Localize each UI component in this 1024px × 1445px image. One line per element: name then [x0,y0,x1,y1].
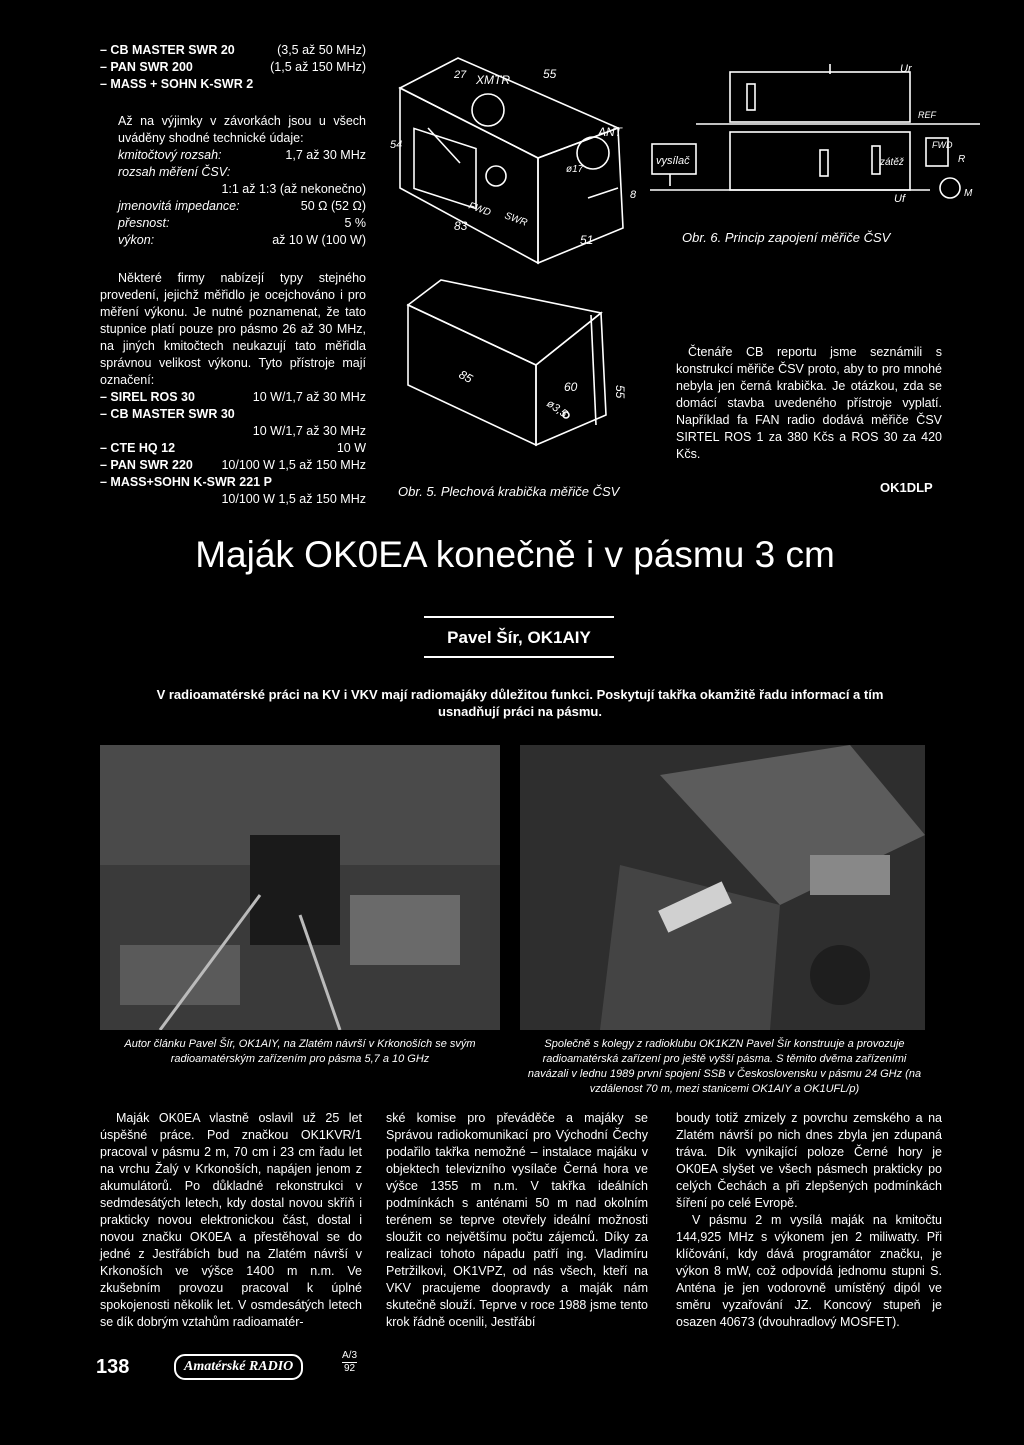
label-xmtr: XMTR [476,73,510,87]
issue-number: A/3 92 [342,1350,358,1374]
model-line: – CB MASTER SWR 20 (3,5 až 50 MHz) [100,43,366,57]
left-spec-block [100,42,366,249]
paragraph: V pásmu 2 m vysílá maják na kmitočtu 144,925 MHz s výkonem jen 2 miliwatty. Při klíčování, kdy dává programátor značku, je výkon 8 mW, což odpovídá jednomu stupni S. Anténa je jen vodorovně umístěný dipól ve směru vyzařování JZ. Koncový stupeň je osazen 40673 (dvouhradlový MOSFET). [676,1213,942,1329]
label-fwd: FWD [466,200,493,219]
meter-box-drawing [388,48,650,270]
label-vysilac: vysílač [656,155,690,167]
model-line: – PAN SWR 220 10/100 W 1,5 až 150 MHz [100,458,366,472]
dim-60: 60 [564,380,578,394]
fig5-caption: Obr. 5. Plechová krabička měřiče ČSV [398,484,620,499]
spec-row: rozsah měření ČSV: [118,165,231,179]
magazine-name: Amatérské RADIO [184,1359,294,1374]
dim-55: 55 [543,67,557,81]
spec-row: jmenovitá impedance: 50 Ω (52 Ω) [118,199,366,213]
photo-caption-left: Autor článku Pavel Šír, OK1AIY, na Zlatém návrší v Krkonoších se svým radioamatérským zařízením pro pásma 5,7 a 10 GHz [124,1038,476,1065]
photo-left-graphic [100,745,500,1030]
label-m: M [964,188,973,199]
left-lower-block [100,270,366,508]
dim-54: 54 [390,139,403,151]
model-line: 10/100 W 1,5 až 150 MHz [221,492,366,506]
body-column-2: ské komise pro převáděče a majáky se Správou radiokomunikací pro Východní Čechy podařilo takřka nemožné – instalace majáku v objektech televizního vysílače Černá hora ve výšce 1355 m n.m. V takřka ideálních podmínkách s anténami 50 m nad okolním terénem se teprve otevřely ideální možnosti sloužit co největšímu počtu zájemců. Díky za realizaci tohoto nápadu patří ing. Vladimíru Petržilkovi, OK1VPZ, od nás všech, kteří na VKV pracujeme doopravdy a maják nám skutečně slouží. Teprve v roce 1988 jsme tento krok řádně ocenili, Jestřábí [386,1111,648,1329]
model-line: – CB MASTER SWR 30 [100,407,235,421]
dim-8: 8 [630,189,637,201]
spec-intro: Až na výjimky v závorkách jsou u všech uváděny shodné technické údaje: [118,114,366,145]
note-signature: OK1DLP [880,480,933,495]
reader-note: Čtenáře CB reportu jsme seznámili s konstrukcí měřiče ČSV proto, aby to pro mnohé nebyla jen černá krabička. Je otázkou, zda se domácí stavba uvedeného přístroje vyplatí. Například fa FAN radio dodává měřiče ČSV SIRTEL ROS 1 za 380 Kčs a ROS 30 za 420 Kčs. [676,345,942,461]
article-title: Maják OK0EA konečně i v pásmu 3 cm [195,534,835,575]
dim-85: 85 [456,367,475,386]
model-line: – PAN SWR 200 (1,5 až 150 MHz) [100,60,366,74]
body-column-1: Maják OK0EA vlastně oslavil už 25 let úspěšné práce. Pod značkou OK1KVR/1 pracoval v pásmu 2 m, 70 cm i 23 cm řadu let na vrchu Žalý v Krkonoších, napájen jenom z akumulátorů. Po důkladné rekonstrukci v sedmdesátých letech, kdy dostal novou skříň i prakticky novou elektronickou část, dostal i novou značku OK0EA a přestěhoval se do jedné z Jestřábích bud na Zlatém návrší v Krkonoších ve výšce 1400 m n.m. Ve zkušebním provozu pracoval k úplné spokojenosti několik let. V osmdesátých letech se dík dobrým vztahům radioamatér- [100,1111,362,1329]
label-swr: SWR [502,210,529,229]
article-author: Pavel Šír, OK1AIY [447,628,591,647]
dim-17: ø17 [566,164,584,175]
photo-right-graphic [520,745,925,1030]
paragraph: Některé firmy nabízejí typy stejného provedení, jejichž měřidlo je ocejchováno i pro měření výkonu. Je nutné poznamenat, že tato stupnice platí pouze pro pásmo 26 až 30 MHz, na jiných kmitočtech neukazují tato měřidla správnou velikost výkonu. Tyto přístroje mají označení: [100,271,366,387]
dim-83: 83 [454,219,468,233]
label-r: R [958,154,966,165]
model-line: 10 W/1,7 až 30 MHz [252,424,366,438]
dim-3-5: ø3,5 [544,397,570,421]
model-line: – MASS+SOHN K-SWR 221 P [100,475,272,489]
label-zatez: zátěž [880,157,904,168]
label-uf: Uf [894,193,905,205]
fig6-caption: Obr. 6. Princip zapojení měřiče ČSV [682,230,891,245]
dim-51: 51 [580,233,594,247]
author-rule-bottom [424,656,614,658]
label-ref: REF [918,110,936,120]
model-line: – MASS + SOHN K-SWR 2 [100,77,254,91]
schematic-drawing [650,62,980,212]
photo-caption-right: Společně s kolegy z radioklubu OK1KZN Pavel Šír konstruuje a provozuje radioamatérská zařízení pro ještě vyšší pásma. S těmito dvěma zařízeními navázali v lednu 1989 první spojení SSB v Československu v pásmu 24 GHz (na vzdálenost 70 m, mezi stanicemi OK1AIY a OK1UFL/p) [527,1038,922,1095]
spec-row: kmitočtový rozsah: 1,7 až 30 MHz [118,148,366,162]
photo-author-outdoor [100,745,500,1030]
photo-24ghz-equipment [520,745,925,1030]
dim-27: 27 [454,69,467,81]
model-line: – SIREL ROS 30 10 W/1,7 až 30 MHz [100,390,366,404]
spec-row: přesnost: 5 % [118,216,366,230]
sheet-box-drawing [396,275,646,475]
label-fwd: FWD [932,140,953,150]
label-ur: Ur [900,63,912,75]
page-number: 138 [96,1356,130,1378]
label-ant: ANT [598,125,622,139]
author-rule-top [424,616,614,618]
spec-row: výkon: až 10 W (100 W) [118,233,366,247]
dim-55: 55 [613,385,627,399]
magazine-logo [174,1354,303,1380]
article-lead: V radioamatérské práci na KV i VKV mají radiomajáky důležitou funkci. Poskytují takřka okamžitě řadu informací a tím usnadňují práci na pásmu. [156,687,884,719]
spec-row: 1:1 až 1:3 (až nekonečno) [221,182,366,196]
paragraph: boudy totiž zmizely z povrchu zemského a na Zlatém návrší po nich dnes zbyla jen zdupaná tráva. Dík vynikající poloze Černé hory je OK0EA slyšet ve všech pásmech prakticky po celých Čechách a při zlepšených podmínkách šíření po celé Evropě. [676,1111,942,1210]
body-column-3 [676,1110,942,1331]
model-line: – CTE HQ 12 10 W [100,441,366,455]
